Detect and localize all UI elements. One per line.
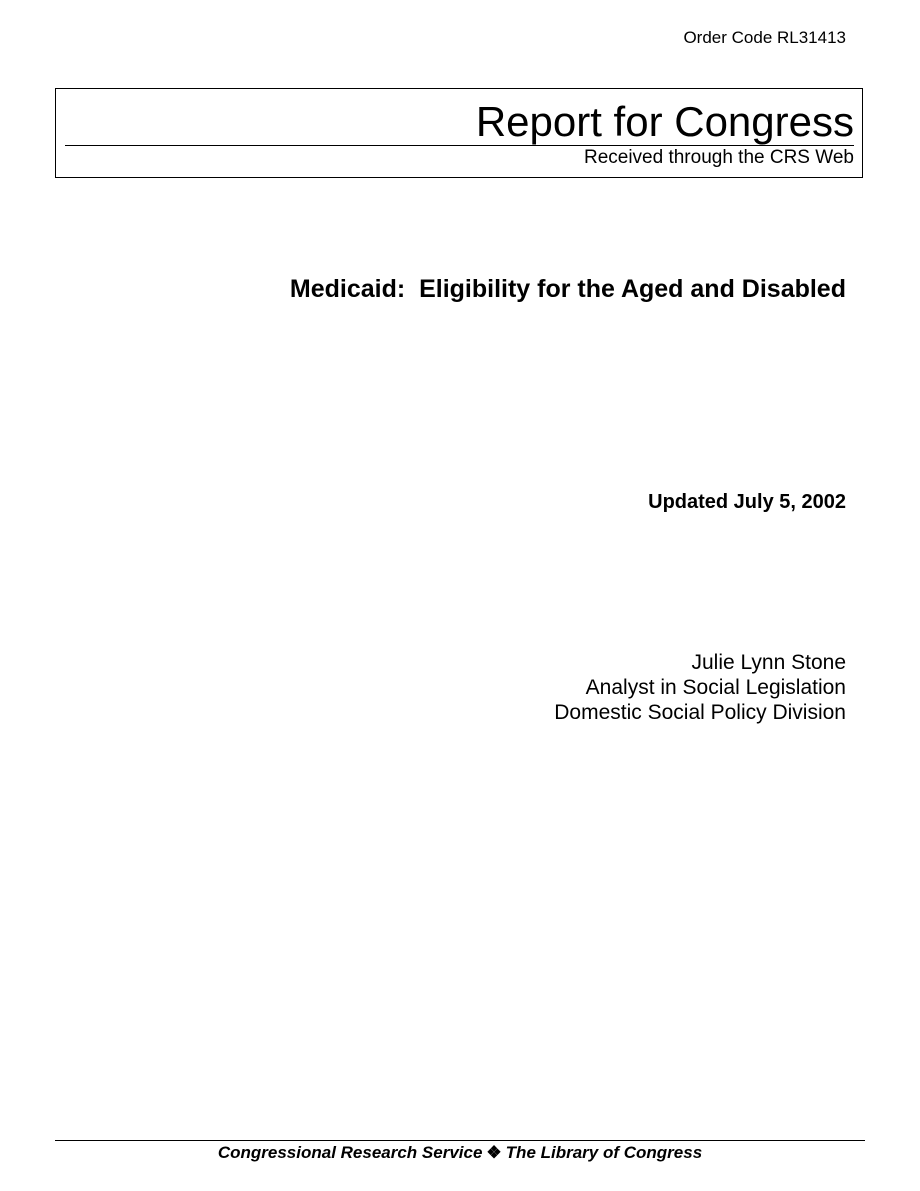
author-position: Analyst in Social Legislation [585, 676, 846, 699]
footer-library: The Library of Congress [505, 1143, 703, 1162]
updated-date: Updated July 5, 2002 [648, 491, 846, 513]
footer-divider [55, 1140, 865, 1141]
report-title: Medicaid: Eligibility for the Aged and Disabled [289, 275, 846, 303]
author-division: Domestic Social Policy Division [554, 701, 846, 724]
banner-divider [65, 145, 854, 146]
author-block [554, 650, 846, 725]
order-code: Order Code RL31413 [683, 28, 846, 47]
diamond-separator-icon: ❖ [486, 1143, 502, 1162]
banner-title: Report for Congress [475, 98, 854, 145]
footer [0, 1143, 920, 1163]
report-banner [55, 88, 863, 178]
banner-subtitle: Received through the CRS Web [583, 147, 854, 168]
footer-organization: Congressional Research Service [217, 1143, 483, 1162]
author-name: Julie Lynn Stone [691, 651, 846, 674]
